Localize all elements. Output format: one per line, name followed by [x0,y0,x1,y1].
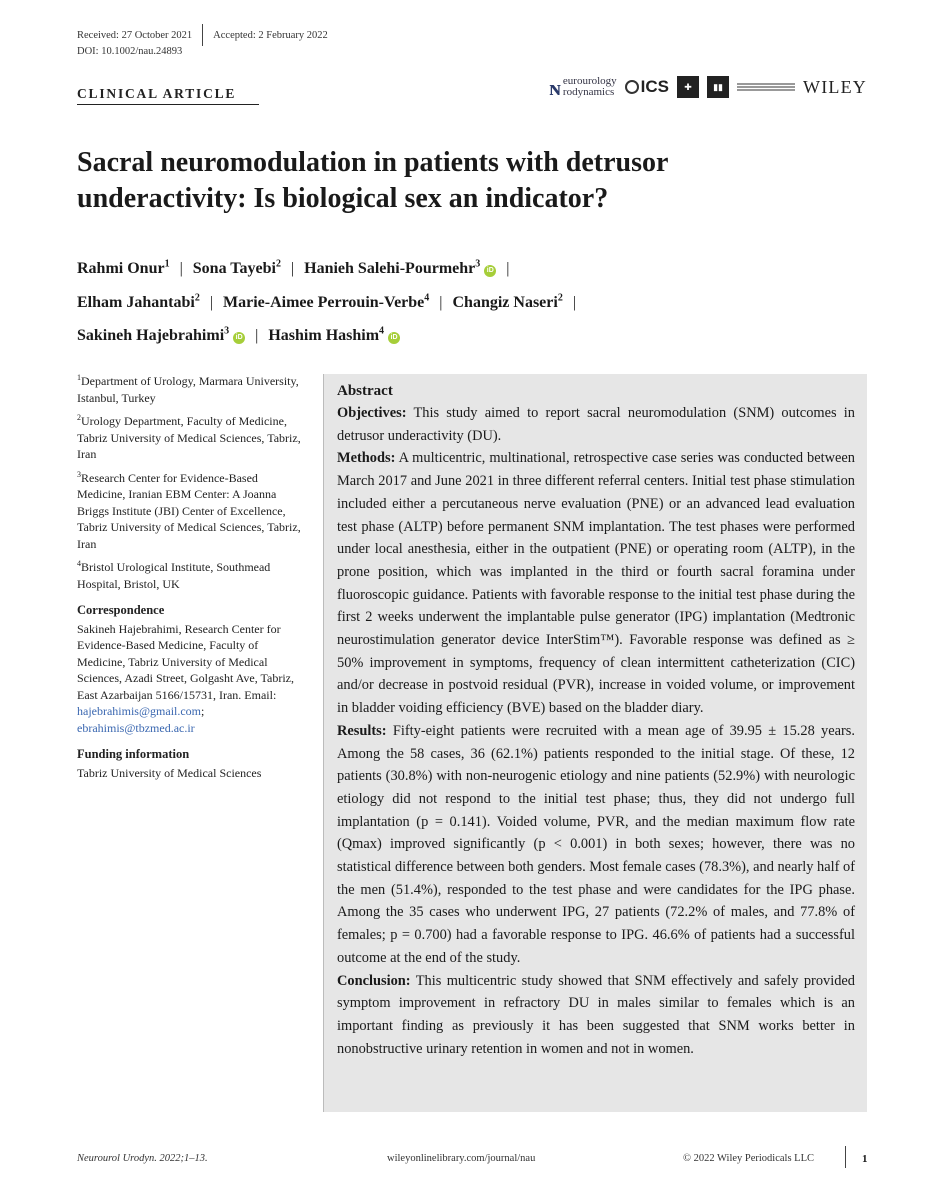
society-emblem-icon: ✚ [677,76,699,98]
article-info-column [77,370,307,785]
correspondence-text: Sakineh Hajebrahimi, Research Center for Evidence-Based Medicine, Faculty of Medicine, Tabriz University of Medical Sciences, Azadi Street, Golgasht Ave, Tabriz, East Azarbaijan 5166/15731, Iran. Email: hajebrahimis@gmail.com; ebrahimis@tbzmed.ac.ir [77,621,294,735]
author[interactable]: Elham Jahantabi$^2$ [77,292,200,311]
sufu-logo-icon: ▮▮ [707,76,729,98]
neurourology-urodynamics-logo [549,76,616,98]
funding-text: Tabriz University of Medical Sciences [77,765,262,780]
author[interactable]: Rahmi Onur$^1$ [77,259,170,278]
ics-logo-text: ICS [640,77,670,96]
abstract-results: Results: Fifty-eight patients were recruited with a mean age of 39.95 ± 15.28 years. Among the 58 cases, 36 (62.1%) patients responded to the initial stage. Of these, 12 patients (30.8%) with non-neurogenic etiology and nine patients (52.9%) with neurologic etiology did not respond to the initial test phase; thus, they did not undergo full implantation (p = 0.141). Voided volume, PVR, and the median maximum flow rate (Qmax) improved significantly (p < 0.001) in both sexes; however, there was no statistical difference between both genders. Most female cases (78.3%), and nearly half of the men (51.4%), responded to the test phase and were candidates for the IPG phase. Among the 35 cases who underwent IPG, 27 patients (72.2% of males, and 77.8% of females; p = 0.700) had a favorable response to IPG. 46.6% of patients had a successful outcome at the end of the study. [337,722,855,966]
doi[interactable]: DOI: 10.1002/nau.24893 [77,46,183,57]
orcid-icon[interactable]: iD [484,265,496,277]
society-logo-small [737,82,795,92]
author[interactable]: Marie-Aimee Perrouin-Verbe$^4$ [223,292,430,311]
author[interactable]: Changiz Naseri$^2$ [452,292,563,311]
affiliation: $^2$Urology Department, Faculty of Medicine, Tabriz University of Medical Sciences, Tabriz, Iran [77,413,301,461]
orcid-icon[interactable]: iD [233,332,245,344]
publisher-logos [549,76,867,98]
section-label: CLINICAL ARTICLE [77,86,237,101]
journal-mark-icon: ɴ [549,74,561,100]
ics-circle-icon [625,80,639,94]
date-divider [202,24,203,46]
author[interactable]: Sona Tayebi$^2$ [192,259,281,278]
orcid-icon[interactable]: iD [388,332,400,344]
journal-logo-top: eurourology [562,75,617,87]
abstract-heading: Abstract [337,383,393,399]
footer-divider [845,1146,846,1168]
footer-citation: Neurourol Urodyn. 2022;1–13. [77,1153,208,1164]
accepted-date: Accepted: 2 February 2022 [213,29,328,41]
email-link[interactable]: ebrahimis@tbzmed.ac.ir [77,720,195,735]
correspondence-heading: Correspondence [77,603,165,617]
footer-url[interactable]: wileyonlinelibrary.com/journal/nau [387,1153,536,1164]
section-underline [77,104,259,105]
author[interactable]: Hashim Hashim$^4$ [268,325,385,344]
author-list: Rahmi Onur$^1$ | Sona Tayebi$^2$ | Hanieh Salehi-Pourmehr$^3$iD | Elham Jahantabi$^2$ | Marie-Aimee Perrouin-Verbe$^4$ | Changiz Naseri$^2$ | Sakineh Hajebrahimi$^3$iD | Hashim Hashim$^4$iD [77,259,577,344]
abstract-box [323,374,867,1112]
affiliation: $^1$Department of Urology, Marmara University, Istanbul, Turkey [77,373,299,405]
page-number: 1 [862,1153,868,1165]
article-title: Sacral neuromodulation in patients with detrusor underactivity: Is biological sex an indicator? [77,147,668,214]
affiliation: $^4$Bristol Urological Institute, Southmead Hospital, Bristol, UK [77,559,271,591]
abstract-methods: Methods: A multicentric, multinational, retrospective case series was conducted between March 2017 and June 2021 in three different referral centers. Initial test phase stimulation included either a percutaneous nerve evaluation (PNE) or an advanced lead evaluation test phase (ALTP) before permanent SNM implantation. The test phases were performed under local anesthesia, either in the outpatient (PNE) or operating room (ALTP), in the prone position, which was implanted in the third or fourth sacral foramina under fluoroscopic guidance. Patients with favorable response to the initial test phase during the first 2 weeks underwent the implantable pulse generator (IPG) implantation (Medtronic neurostimulation generator device InterStim™). Favorable response was defined as ≥ 50% improvement in symptoms, frequency of clean intermittent catheterization (CIC) and/or decrease in postvoid residual (PVR), increase in voided volume, or improvement in bladder voiding efficiency (BVE) based on the bladder diary. [337,450,855,717]
ics-logo [625,77,669,97]
abstract-objectives: Objectives: This study aimed to report sacral neuromodulation (SNM) outcomes in detrusor underactivity (DU). [337,405,855,444]
journal-logo-bottom: rodynamics [562,86,615,98]
author[interactable]: Hanieh Salehi-Pourmehr$^3$ [304,259,481,278]
funding-heading: Funding information [77,747,190,761]
author[interactable]: Sakineh Hajebrahimi$^3$ [77,325,230,344]
email-link[interactable]: hajebrahimis@gmail.com [77,704,202,718]
affiliation: $^3$Research Center for Evidence-Based Medicine, Iranian EBM Center: A Joanna Briggs Institute (JBI) Center of Excellence, Tabriz University of Medical Sciences, Tabriz, Iran [77,469,301,551]
footer-copyright: © 2022 Wiley Periodicals LLC [683,1153,815,1164]
abstract-conclusion: Conclusion: This multicentric study showed that SNM effectively and safely provided symptom improvement in refractory DU in males similar to females which is an important finding as previously it has been suggested that SNM works better in nonobstructive urinary retention in women and not in women. [337,972,855,1057]
article-dates [77,24,328,46]
received-date: Received: 27 October 2021 [77,29,193,41]
wiley-logo: WILEY [803,76,867,97]
